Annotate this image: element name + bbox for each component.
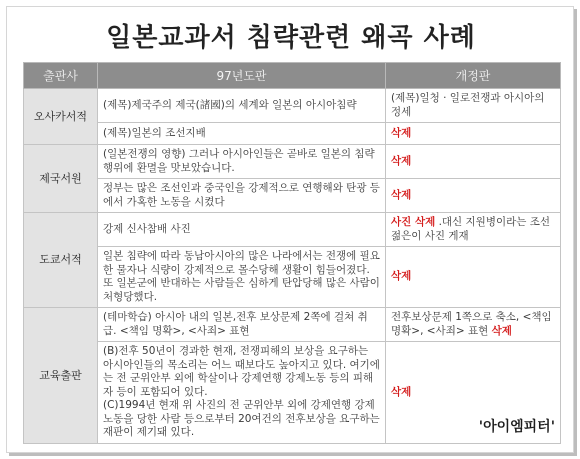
header-1997-edition: 97년도판 (98, 63, 386, 89)
publisher-cell: 교육출판 (24, 308, 98, 444)
old-edition-cell: 정부는 많은 조선인과 중국인을 강제적으로 연행해와 탄광 등에서 가혹한 노동을 시켰다 (98, 179, 386, 213)
table-row (24, 308, 561, 342)
old-edition-cell: 일본 침략에 따라 동남아시아의 많은 나라에서는 전쟁에 필요한 물자나 식량이 강제적으로 몰수당해 생활이 힘들어졌다. 또 일본군에 반대하는 사람들은 심하게 탄압당해 많은 사람이 처형당했다. (98, 247, 386, 308)
table-header-row (24, 63, 561, 89)
old-edition-cell: (테마학습) 아시아 내의 일본,전후 보상문제 2쪽에 걸쳐 취급. <책임 명확>, <사죄> 표현 (98, 308, 386, 342)
table-row (24, 89, 561, 123)
deleted-label: 삭제 (386, 247, 561, 308)
header-publisher: 출판사 (24, 63, 98, 89)
revised-edition-cell: (제목)일청 · 일로전쟁과 아시아의 정세 (386, 89, 561, 123)
comparison-table (23, 62, 561, 444)
old-edition-cell: (제목)일본의 조선지배 (98, 123, 386, 145)
deleted-label: 삭제 (386, 342, 561, 444)
page-title: 일본교과서 침략관련 왜곡 사례 (106, 23, 476, 53)
table-row (24, 123, 561, 145)
table-row (24, 179, 561, 213)
deleted-label: 삭제 (386, 123, 561, 145)
publisher-cell: 제국서원 (24, 145, 98, 213)
revised-edition-cell (386, 213, 561, 247)
old-edition-cell: (일본전쟁의 영향) 그러나 아시아인들은 곧바로 일본의 침략행위에 환멸을 맛보았습니다. (98, 145, 386, 179)
publisher-cell: 도쿄서적 (24, 213, 98, 308)
deleted-label: 삭제 (386, 179, 561, 213)
table-row (24, 213, 561, 247)
deleted-label: 사진 삭제 (391, 216, 436, 228)
revised-text: 전후보상문제 1쪽으로 축소, <책임 명확>, <사죄> 표현 (391, 311, 552, 337)
header-revised-edition: 개정판 (386, 63, 561, 89)
old-edition-cell: (B)전후 50년이 경과한 현재, 전쟁피해의 보상을 요구하는 아시아인들의 목소리는 어느 때보다도 높아지고 있다. 여기에는 전 군위안부 외에 학살이나 강제연행 강제노동 등의 피해자 등이 포함되어 있다. (C)1994년 현재 위 사진의 전 군위안부 외에 강제연행 강제노동을 당한 사람 등으로부터 20여건의 전후보상을 요구하는 재판이 제기돼 있다. (98, 342, 386, 444)
source-watermark: '아이엠피터' (478, 419, 555, 435)
article-image (6, 6, 574, 453)
old-edition-cell: (제목)제국주의 제국(諸國)의 세계와 일본의 아시아침략 (98, 89, 386, 123)
revised-edition-cell (386, 308, 561, 342)
deleted-label: 삭제 (386, 145, 561, 179)
table-row (24, 247, 561, 308)
revised-text: .대신 지원병이라는 조선 젊은이 사진 게재 (391, 216, 551, 242)
deleted-label: 삭제 (491, 324, 512, 337)
table-row (24, 145, 561, 179)
old-edition-cell: 강제 신사참배 사진 (98, 213, 386, 247)
publisher-cell: 오사카서적 (24, 89, 98, 145)
